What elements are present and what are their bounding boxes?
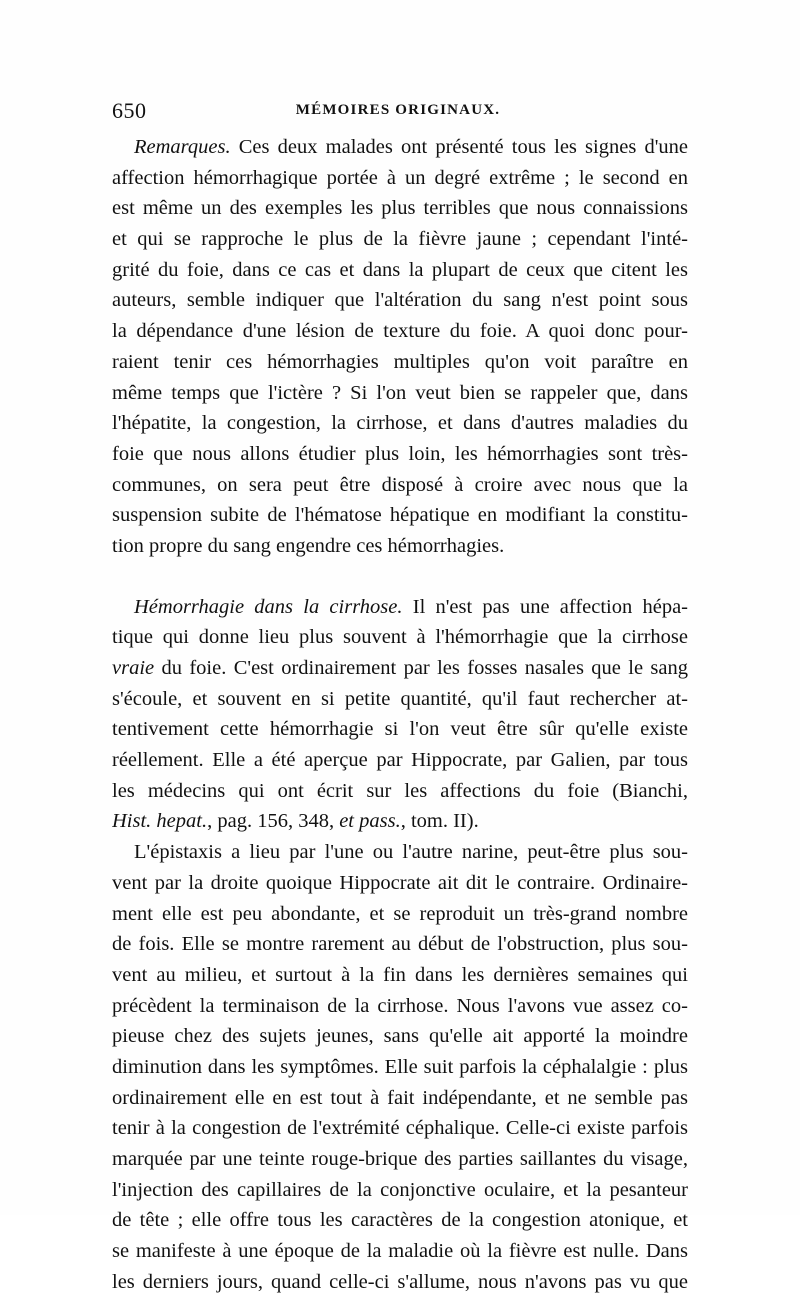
- text-line: de fois. Elle se montre rarement au début de l'obstruction, plus sou-: [112, 933, 688, 956]
- body-text: [112, 132, 688, 1297]
- text-line: précèdent la terminaison de la cirrhose. Nous l'avons vue assez co-: [112, 994, 688, 1017]
- text-line: Hist. hepat., pag. 156, 348, et pass., tom. II).: [112, 810, 479, 833]
- text-line: et qui se rapproche le plus de la fièvre jaune ; cependant l'inté-: [112, 228, 688, 251]
- paragraph-lead: Remarques.: [134, 136, 231, 158]
- text-line: ment elle est peu abondante, et se reproduit un très-grand nombre: [112, 902, 688, 925]
- text-line: l'injection des capillaires de la conjonctive oculaire, et la pesanteur: [112, 1178, 688, 1201]
- paragraph-gap: [112, 562, 688, 592]
- text-line: les médecins qui ont écrit sur les affections du foie (Bianchi,: [112, 779, 688, 802]
- text-line: ordinairement elle en est tout à fait indépendante, et ne semble pas: [112, 1086, 688, 1109]
- text-line: communes, on sera peut être disposé à croire avec nous que la: [112, 473, 688, 496]
- citation-title: Hist. hepat.: [112, 810, 208, 833]
- text-line: foie que nous allons étudier plus loin, les hémorrhagies sont très-: [112, 442, 688, 465]
- text-line: L'épistaxis a lieu par l'une ou l'autre narine, peut-être plus sou-: [134, 841, 688, 864]
- page-number: 650: [112, 98, 147, 123]
- text-line: auteurs, semble indiquer que l'altération du sang n'est point sous: [112, 289, 688, 312]
- text-line: réellement. Elle a été aperçue par Hippocrate, par Galien, par tous: [112, 749, 688, 772]
- text-line: affection hémorrhagique portée à un degré extrême ; le second en: [112, 166, 688, 189]
- section-lead: Hémorrhagie dans la cirrhose.: [134, 595, 403, 618]
- running-head: [112, 98, 684, 126]
- text-line: même temps que l'ictère ? Si l'on veut bien se rappeler que, dans: [112, 381, 688, 404]
- text-line: raient tenir ces hémorrhagies multiples qu'on voit paraître en: [112, 350, 688, 373]
- text-line: tentivement cette hémorrhagie si l'on veut être sûr qu'elle existe: [112, 718, 688, 741]
- text-line: est même un des exemples les plus terribles que nous connaissions: [112, 197, 688, 220]
- text-line: suspension subite de l'hématose hépatique en modifiant la constitu-: [112, 504, 688, 527]
- text-line: les derniers jours, quand celle-ci s'allume, nous n'avons pas vu que: [112, 1270, 688, 1293]
- text-line: diminution dans les symptômes. Elle suit parfois la céphalalgie : plus: [112, 1055, 688, 1078]
- text-line: la dépendance d'une lésion de texture du foie. A quoi donc pour-: [112, 320, 688, 343]
- text-line: vraie du foie. C'est ordinairement par les fosses nasales que le sang: [112, 657, 688, 679]
- running-title: MÉMOIRES ORIGINAUX.: [295, 102, 501, 118]
- text-line: Remarques. Ces deux malades ont présenté tous les signes d'une: [134, 136, 688, 158]
- text-line: l'hépatite, la congestion, la cirrhose, et dans d'autres maladies du: [112, 412, 688, 435]
- text-line: de tête ; elle offre tous les caractères de la congestion atonique, et: [112, 1209, 688, 1232]
- text-line: pieuse chez des sujets jeunes, sans qu'elle ait apporté la moindre: [112, 1025, 688, 1048]
- text-line: tion propre du sang engendre ces hémorrhagies.: [112, 534, 505, 557]
- text-line: marquée par une teinte rouge-brique des parties saillantes du visage,: [112, 1148, 688, 1170]
- text-line: vent par la droite quoique Hippocrate ait dit le contraire. Ordinaire-: [112, 871, 688, 894]
- text-line: grité du foie, dans ce cas et dans la plupart de ceux que citent les: [112, 258, 688, 281]
- text-line: s'écoule, et souvent en si petite quantité, qu'il faut rechercher at-: [112, 687, 688, 710]
- text-line: se manifeste à une époque de la maladie où la fièvre est nulle. Dans: [112, 1240, 688, 1263]
- text-line: Hémorrhagie dans la cirrhose. Il n'est pas une affection hépa-: [134, 595, 688, 618]
- text-line: tenir à la congestion de l'extrémité céphalique. Celle-ci existe parfois: [112, 1117, 688, 1140]
- text-line: vent au milieu, et surtout à la fin dans les dernières semaines qui: [112, 963, 688, 986]
- text-line: tique qui donne lieu plus souvent à l'hémorrhagie que la cirrhose: [112, 626, 688, 649]
